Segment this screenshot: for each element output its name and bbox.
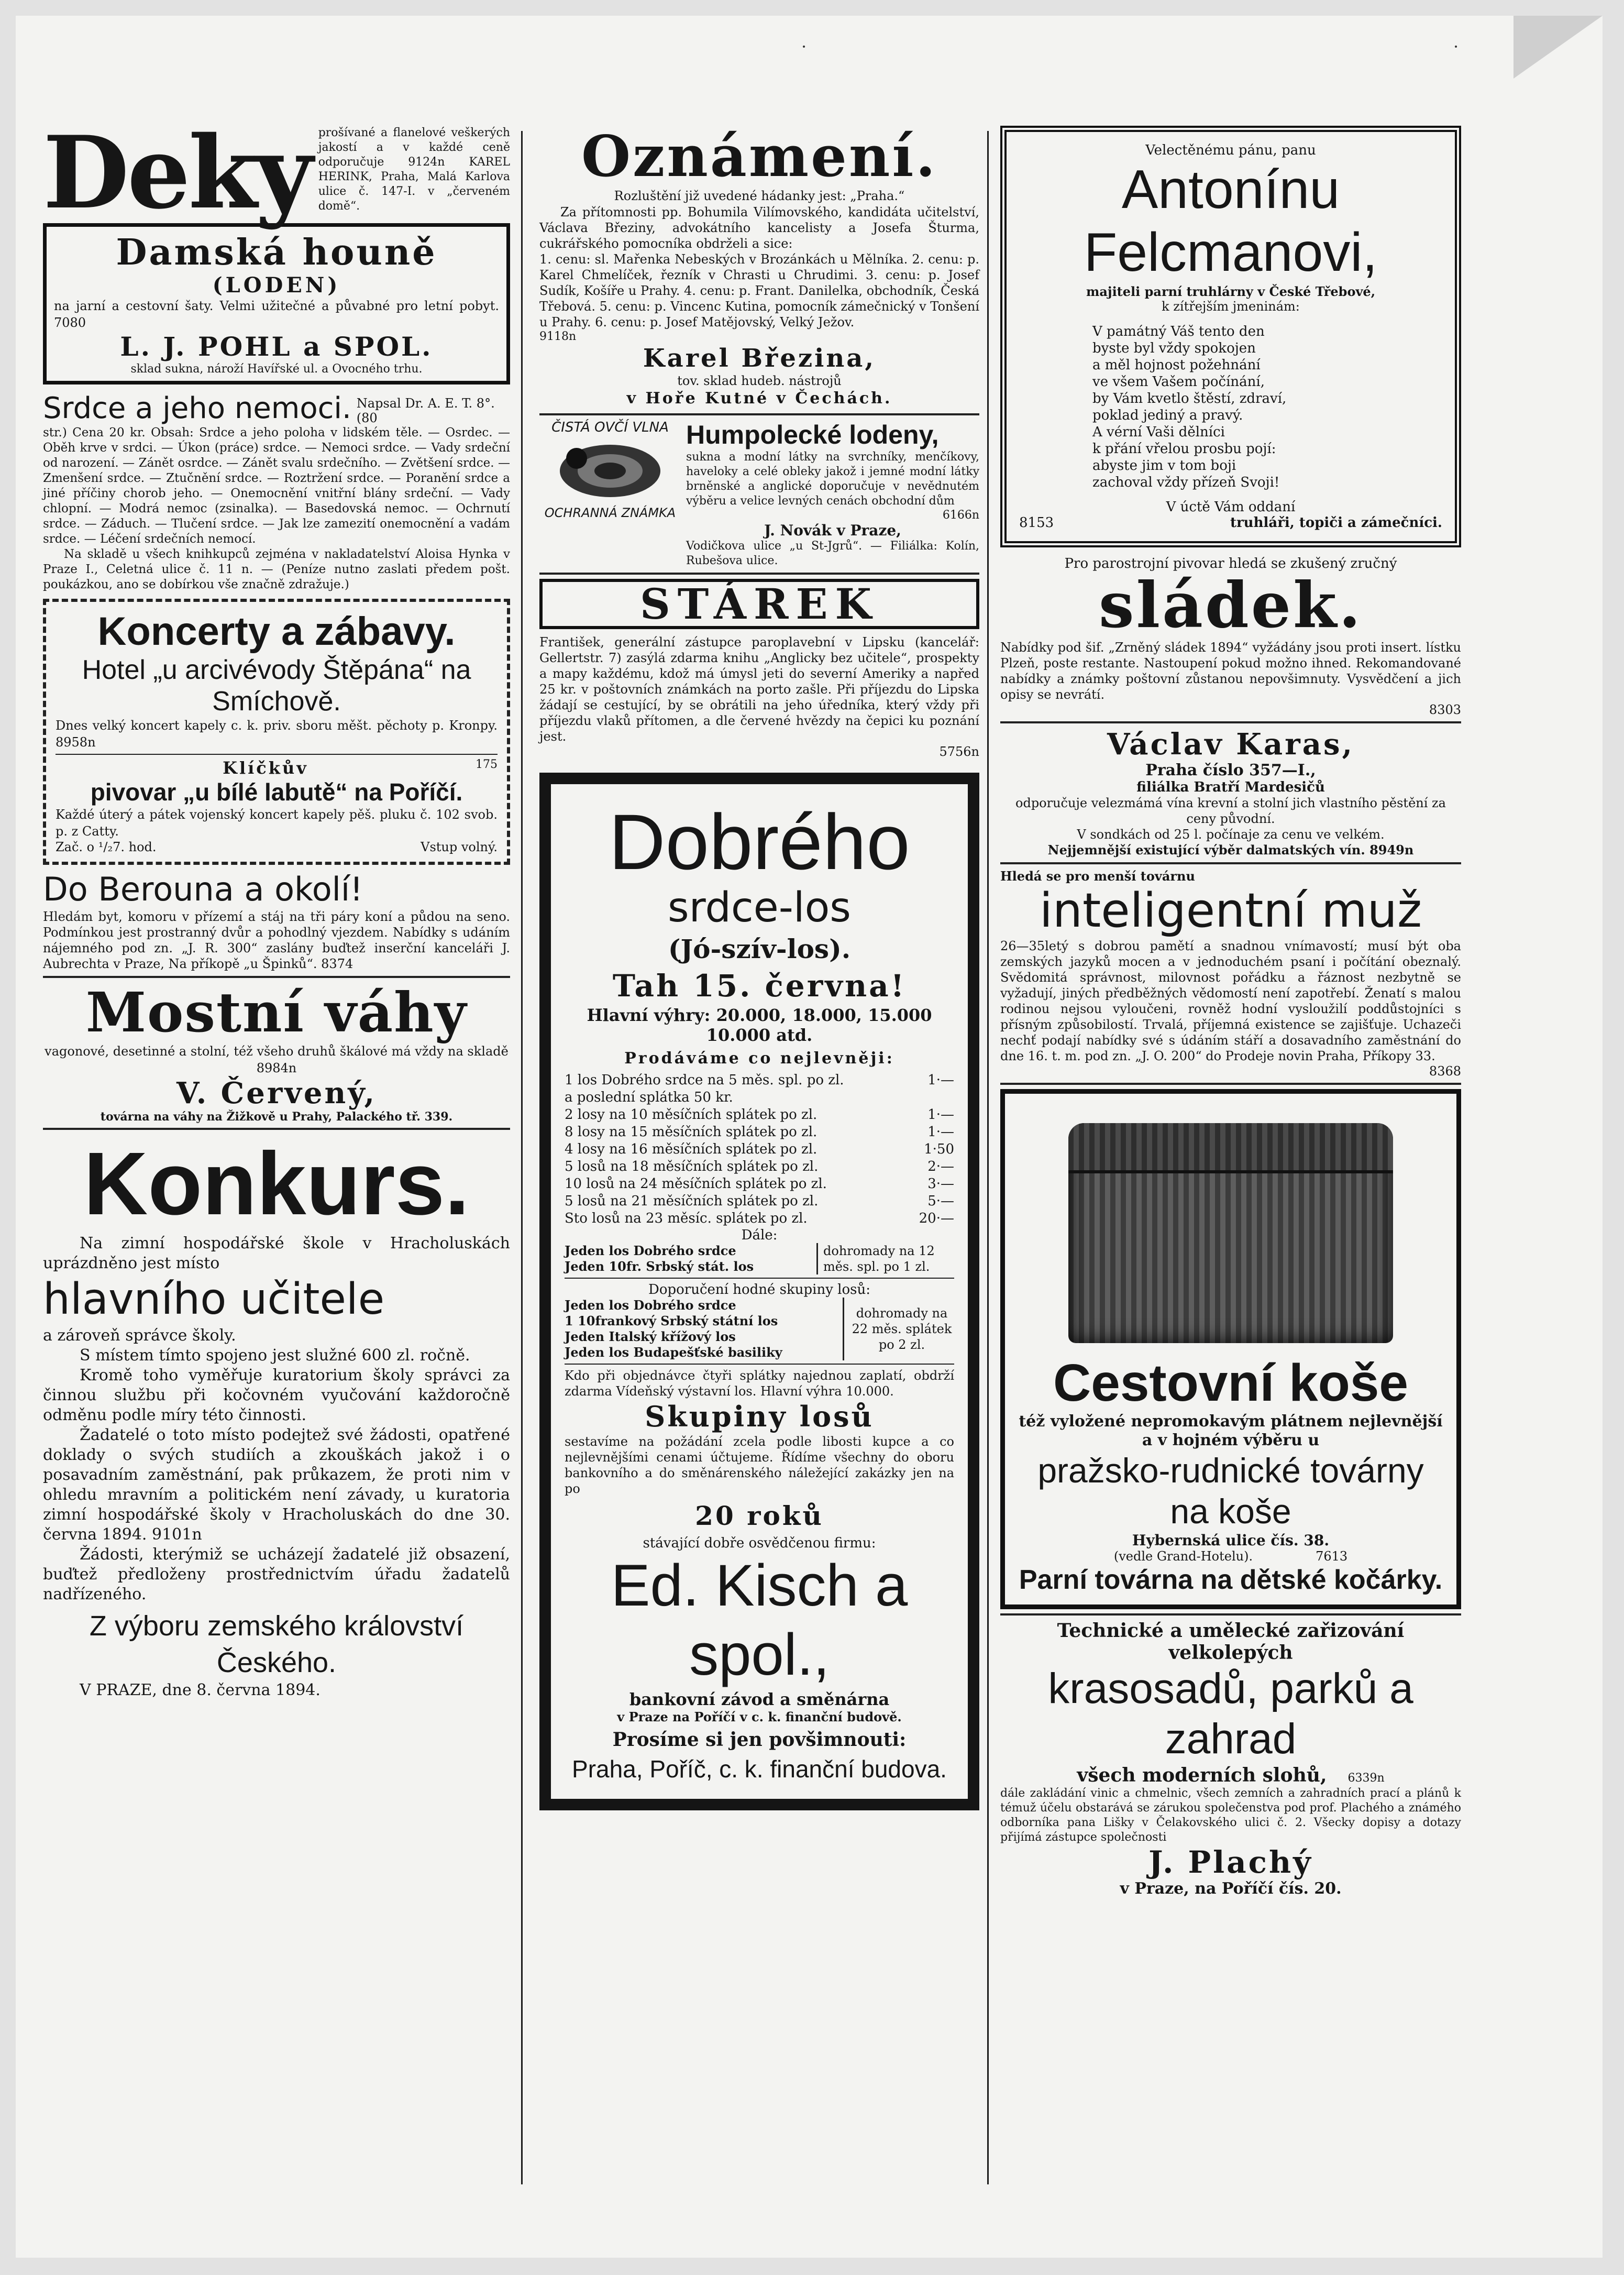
dob-addr: v Praze na Poříčí v c. k. finanční budově. bbox=[617, 1709, 902, 1724]
dob-skupiny: Skupiny losů bbox=[645, 1400, 874, 1433]
slad-intro: Pro parostrojní pivovar hledá se zkušený zručný bbox=[1064, 556, 1397, 572]
ad-koncerty bbox=[43, 599, 510, 865]
pivovar-entry: Vstup volný. bbox=[421, 840, 498, 854]
price-row-label: 5 losů na 21 měsíčních splátek po zl. bbox=[565, 1193, 819, 1209]
muz-title: inteligentní muž bbox=[1039, 883, 1422, 938]
tech-big: krasosadů, parků a zahrad bbox=[1048, 1665, 1413, 1763]
konkurs-big: hlavního učitele bbox=[43, 1274, 385, 1324]
price-row-value: 1·— bbox=[927, 1107, 954, 1123]
poem-line: byste byl vždy spokojen bbox=[1092, 340, 1256, 356]
price-row bbox=[565, 1158, 954, 1175]
pivovar-time: Zač. o ¹/₂7. hod. bbox=[56, 840, 157, 854]
price-row-label: a poslední splátka 50 kr. bbox=[565, 1090, 733, 1105]
slad-title: sládek. bbox=[1098, 568, 1363, 642]
dob-pair1b: Jeden 10fr. Srbský stát. los bbox=[565, 1259, 754, 1274]
muz-intro: Hledá se pro menší továrnu bbox=[1000, 869, 1195, 884]
dob-group-b: 1 10frankový Srbský státní los bbox=[565, 1313, 778, 1328]
dob-prosime: Prosíme si jen povšimnouti: bbox=[612, 1729, 907, 1751]
beroun-title: Do Berouna a okolí! bbox=[43, 870, 363, 908]
ad-felcman bbox=[1000, 126, 1461, 547]
ad-srdce bbox=[43, 392, 510, 592]
ozn-title: Oznámení. bbox=[581, 124, 938, 190]
dob-pair1c: dohromady na 12 měs. spl. po 1 zl. bbox=[823, 1244, 935, 1274]
price-row bbox=[565, 1124, 954, 1141]
mostni-title: Mostní váhy bbox=[85, 980, 468, 1045]
karas-fil: filiálka Bratří Mardesičů bbox=[1136, 779, 1325, 795]
kose-bottom: Parní továrna na dětské kočárky. bbox=[1019, 1565, 1443, 1595]
dob-bank: bankovní závod a směnárna bbox=[629, 1689, 890, 1709]
felc-top: Velectěnému pánu, panu bbox=[1145, 142, 1316, 158]
ozn-firm: Karel Březina, bbox=[643, 344, 876, 373]
felc-poem bbox=[1092, 323, 1442, 491]
beroun-text: Hledám byt, komoru v přízemí a stáj na tři páry koní a půdou na seno. Podmínkou jest prostranný dvůr a pohodlný vjezdem. Nabídky s udáním nájemného pod zn. „J. R. 300“ zaslány buďtež inserční kanceláři J. Aubrechta v Praze, Na příkopě „u Špinků“. 8374 bbox=[43, 909, 510, 971]
column-rule bbox=[521, 131, 523, 2184]
kose-addr2: (vedle Grand-Hotelu). bbox=[1113, 1549, 1253, 1564]
print-mark: · bbox=[1453, 37, 1459, 57]
price-row-value: 1·— bbox=[927, 1072, 954, 1088]
poem-line: A vérní Vaši dělníci bbox=[1092, 424, 1225, 440]
mostni-text: vagonové, desetinné a stolní, též všeho druhů škálové má vždy na skladě 8984n bbox=[45, 1044, 509, 1075]
ozn-num: 9118n bbox=[539, 330, 577, 343]
hump-num: 6166n bbox=[942, 509, 979, 522]
ozn-p2: Za přítomnosti pp. Bohumila Vilímovského, kandidáta učitelství, Václava Březiny, advokátního kancelisty a Josefa Šturma, cukrářského pomocníka obdrželi a sice: bbox=[539, 205, 979, 251]
dob-20: 20 roků bbox=[695, 1500, 824, 1531]
dob-kdo: Kdo při objednávce čtyři splátky najednou zaplatí, obdrží zdarma Vídeňský výstavní los. Hlavní výhra 10.000. bbox=[565, 1368, 954, 1399]
kose-num: 7613 bbox=[1316, 1549, 1348, 1564]
tech-num: 6339n bbox=[1347, 1772, 1385, 1785]
ad-technicke bbox=[1000, 1620, 1461, 1898]
starek-num: 5756n bbox=[939, 744, 979, 759]
muz-text: 26—35letý s dobrou pamětí a snadnou vnímavostí; musí být oba zemských jazyků mocen a v jednoduchém psaní i počítání obeznalý. Svědomitá správnost, milovnost pořádku a řáznost nezbytně se vyžadují, jiných předběžných vědomostí není zapotřebí. Ženatí s malou rodinou nejsou vyloučeni, rovněž hodní vysloužilí poddůstojníci s přísným způsobilostí. Trvalá, příjemná existence se zajišťuje. Uchazeči nechť podají nabídky své s údáním stáří a dosavadního zaměstnání do dne 16. t. m. pod zn. „J. O. 200“ do Prodeje novin Praha, Příkopy 33. bbox=[1000, 939, 1461, 1063]
ad-konkurs bbox=[43, 1134, 510, 1699]
sheep-icon bbox=[553, 435, 668, 503]
hotel-title: Hotel „u arcivévody Štěpána“ na Smíchově. bbox=[82, 655, 471, 717]
price-row-value: 2·— bbox=[927, 1159, 954, 1174]
mostni-addr: továrna na váhy na Žižkově u Prahy, Palackého tř. 339. bbox=[100, 1110, 453, 1124]
dob-group-c: Jeden Italský křížový los bbox=[565, 1329, 736, 1344]
tech-addr: v Praze, na Poříčí čís. 20. bbox=[1120, 1880, 1342, 1898]
price-row bbox=[565, 1089, 954, 1106]
dob-sub2: (Jó-szív-los). bbox=[668, 933, 851, 964]
felc-desc: majiteli parní truhlárny v České Třebové, bbox=[1086, 284, 1376, 299]
damska-addr: sklad sukna, nároží Havířské ul. a Ovocného trhu. bbox=[130, 362, 423, 376]
vlna-bottom: OCHRANNÁ ZNÁMKA bbox=[544, 505, 676, 520]
damska-title: Damská houně bbox=[116, 232, 437, 273]
basket-icon bbox=[1068, 1123, 1393, 1343]
dob-doporuceni: Doporučení hodné skupiny losů: bbox=[648, 1282, 870, 1298]
tech-firm: J. Plachý bbox=[1148, 1844, 1313, 1880]
poem-line: k přání vřelou prosbu pojí: bbox=[1092, 441, 1276, 457]
price-row-label: 8 losy na 15 měsíčních splátek po zl. bbox=[565, 1124, 817, 1140]
poem-line: a měl hojnost požehnání bbox=[1092, 357, 1261, 373]
deky-text: prošívané a flanelové veškerých jakostí a v každé ceně odporučuje 9124n KAREL HERINK, Praha, Malá Karlova ulice č. 147-I. v „červeném domě“. bbox=[318, 126, 510, 213]
tech-sub: všech moderních slohů, bbox=[1077, 1764, 1327, 1786]
ad-kose bbox=[1000, 1089, 1461, 1609]
price-row-label: 4 losy na 16 měsíčních splátek po zl. bbox=[565, 1141, 817, 1157]
ad-beroun bbox=[43, 870, 510, 972]
damska-sub: (LODEN) bbox=[212, 273, 341, 298]
folded-corner bbox=[1513, 16, 1603, 79]
column-2 bbox=[539, 126, 979, 1810]
dob-group-r: dohromady na 22 měs. splátek po 2 zl. bbox=[852, 1306, 952, 1352]
ad-humpolec bbox=[539, 420, 979, 568]
srdce-text2: Na skladě u všech knihkupců zejména v nakladatelství Aloisa Hynka v Praze I., Celetná ulice č. 11 n. — (Peníze nutno zaslati předem pošt. poukázkou, ano se dobírkou vše značně zdražuje.) bbox=[43, 547, 510, 591]
ad-starek bbox=[539, 579, 979, 759]
ozn-p3: 1. cenu: sl. Mařenka Nebeských v Brozánkách u Mělníka. 2. cenu: p. Karel Chmelíček, řezník v Chrasti u Chrudimi. 3. cenu: p. Josef Sudík, Košíře u Prahy. 4. cenu: p. Frant. Danilelka, obchodník, Česká Třebová. 5. cenu: p. Vincenc Kutina, pomocník zámečnický v Tonšení u Prahy. 6. cenu: p. Josef Matějovský, Velký Ježov. bbox=[539, 252, 979, 329]
konkurs-title: Konkurs. bbox=[83, 1134, 470, 1234]
price-row-value: 3·— bbox=[927, 1176, 954, 1192]
konkurs-p1: Na zimní hospodářské škole v Hracholuskách uprázdněno jest místo bbox=[43, 1234, 510, 1272]
tech-title: Technické a umělecké zařizování velkolepých bbox=[1057, 1620, 1405, 1664]
konkurs-p6: Žádosti, kterýmiž se ucházejí žadatelé již obsazení, buďtež předloženy prostřednictvím úřadu žadatelů nadřízeného. bbox=[43, 1545, 510, 1603]
dob-skupiny-text: sestavíme na požádání zcela podle libosti kupce a co nejlevnějšími cenami účtujeme. Řídíme všechny do oboru bankovního a do směnárenského náležející zakázky jen na po bbox=[565, 1434, 954, 1496]
srdce-text: str.) Cena 20 kr. Obsah: Srdce a jeho poloha v lidském těle. — Osrdec. — Oběh krve v srdci. — Úkon (práce) srdce. — Nemoci srdce. — Vady srdeční od narození. — Zánět osrdce. — Zánět svalu srdečního. — Zvětšení srdce. — Zmenšení srdce. — Ztučnění srdce. — Roztržení srdce. — Poranění srdce a jiné příčiny chorob jeho. — Onemocnění vnitřní blány srdeční. — Vady chlopní. — Modrá nemoc (zsinalka). — Basedovská nemoc. — Ochrnutí srdce. — Záduch. — Tlučení srdce. — Jak lze zamezití onemocnění a vadám srdce. — Léčení srdečních nemocí. bbox=[43, 426, 510, 546]
poem-line: ve všem Vašem počínání, bbox=[1092, 374, 1265, 390]
dob-firm: Ed. Kisch a spol., bbox=[611, 1553, 908, 1687]
tech-text: dále zakládání vinic a chmelnic, všech zemních a zahradních prací a plánů k témuž účelu obstarává se zárukou společenstva pod prof. Plachého a známého odborníka pana Lišky v Čelakovského ulici č. 2. Všecky dopisy a dotazy přijímá zástupce společnosti bbox=[1000, 1787, 1461, 1844]
kose-text: též vyložené nepromokavým plátnem nejlevnější a v hojném výběru u bbox=[1019, 1412, 1443, 1449]
hotel-text: Dnes velký koncert kapely c. k. priv. sboru měšt. pěchoty p. Kronpy. 8958n bbox=[56, 718, 498, 750]
starek-title: STÁREK bbox=[539, 579, 979, 629]
pivovar-title: pivovar „u bílé labutě“ na Poříčí. bbox=[90, 778, 463, 806]
felc-sign: V úctě Vám oddaní bbox=[1166, 499, 1296, 515]
ozn-p1: Rozluštění již uvedené hádanky jest: „Praha.“ bbox=[614, 189, 905, 203]
price-row bbox=[565, 1210, 954, 1227]
deky-title: Deky bbox=[43, 114, 311, 231]
dob-dale: Dále: bbox=[741, 1227, 778, 1243]
srdce-author: Napsal Dr. A. E. T. 8°. (80 bbox=[356, 396, 495, 425]
karas-text: odporučuje velezmámá vína krevní a stolní jich vlastního pěstění za ceny původní. bbox=[1015, 796, 1446, 826]
felc-num: 8153 bbox=[1019, 515, 1054, 531]
ad-oznameni bbox=[539, 126, 979, 409]
karas-text3: Nejjemnější existující výběr dalmatských vín. 8949n bbox=[1047, 842, 1414, 858]
column-1 bbox=[43, 114, 510, 1699]
konkurs-p4: Kromě toho vyměřuje kuratorium školy správci za činnou službu při kočovném vyučování každoročně odměnu podle míry této činnosti. bbox=[43, 1366, 510, 1424]
slad-num: 8303 bbox=[1429, 702, 1461, 717]
ozn-firm-desc: tov. sklad hudeb. nástrojů bbox=[677, 373, 842, 388]
klickuv-num: 175 bbox=[476, 758, 498, 771]
kose-addr: Hybernská ulice čís. 38. bbox=[1132, 1532, 1330, 1549]
ad-dobreho bbox=[539, 773, 979, 1810]
hump-title: Humpolecké lodeny, bbox=[686, 420, 939, 449]
ozn-place: v Hoře Kutné v Čechách. bbox=[626, 389, 892, 408]
dob-sub: srdce-los bbox=[668, 884, 851, 931]
damska-firm: L. J. POHL a SPOL. bbox=[120, 331, 433, 362]
price-row-label: Sto losů na 23 měsíc. splátek po zl. bbox=[565, 1211, 808, 1226]
newspaper-page bbox=[16, 16, 1603, 2258]
lottery-price-table bbox=[565, 1072, 954, 1227]
price-row-label: 1 los Dobrého srdce na 5 měs. spl. po zl. bbox=[565, 1072, 844, 1088]
price-row bbox=[565, 1193, 954, 1210]
pivovar-text: Každé úterý a pátek vojenský koncert kapely pěš. pluku č. 102 svob. p. z Catty. bbox=[56, 807, 498, 839]
ad-deky bbox=[43, 114, 510, 231]
kose-firm: pražsko-rudnické továrny na koše bbox=[1037, 1451, 1424, 1531]
dob-addr2: Praha, Poříč, c. k. finanční budova. bbox=[572, 1755, 947, 1783]
hump-text: sukna a modní látky na svrchníky, menčíkovy, haveloky a celé obleky jakož i jemné modní látky brněnské a anglické doporučuje v nevědnutém výběru a velice levných cenách obchodní dům bbox=[686, 450, 979, 508]
klickuv: Klíčkův bbox=[223, 758, 308, 778]
poem-line: zachoval vždy přízeň Svoji! bbox=[1092, 475, 1280, 490]
ad-damska bbox=[43, 223, 510, 384]
konkurs-p3: S místem tímto spojeno jest služné 600 zl. ročně. bbox=[80, 1346, 470, 1365]
mostni-firm: V. Červený, bbox=[176, 1076, 377, 1111]
poem-line: abyste jim v tom boji bbox=[1092, 458, 1236, 474]
poem-line: V památný Váš tento den bbox=[1092, 324, 1265, 339]
felc-name: Antonínu Felcmanovi, bbox=[1084, 159, 1378, 283]
slad-text: Nabídky pod šif. „Zrněný sládek 1894“ vyžádány jsou proti insert. lístku Plzeň, poste restante. Nastoupení pokud možno ihned. Rekomandované nabídky a známky poštovní zůstanou nepovšimnuty. Vysvědčení a jich opisy se nevrátí. bbox=[1000, 640, 1461, 702]
dob-group-a: Jeden los Dobrého srdce bbox=[565, 1298, 736, 1313]
print-mark: · bbox=[801, 37, 807, 57]
ad-mostni bbox=[43, 982, 510, 1124]
price-row bbox=[565, 1141, 954, 1158]
dob-tah: Tah 15. června! bbox=[612, 968, 907, 1004]
price-row-label: 10 losů na 24 měsíčních splátek po zl. bbox=[565, 1176, 827, 1192]
poem-line: by Vám kvetlo štěstí, zdraví, bbox=[1092, 391, 1287, 406]
felc-sign2: truhláři, topiči a zámečníci. bbox=[1230, 515, 1442, 531]
dob-stavajici: stávající dobře osvědčenou firmu: bbox=[643, 1535, 876, 1551]
dob-prodavame: Prodáváme co nejlevněji: bbox=[624, 1049, 894, 1068]
karas-text2: V sondkách od 25 l. počínaje za cenu ve velkém. bbox=[1077, 827, 1385, 842]
trademark bbox=[539, 420, 681, 568]
konkurs-sign: Z výboru zemského království Českého. bbox=[89, 1610, 464, 1678]
karas-title: Václav Karas, bbox=[1107, 727, 1355, 762]
ad-muz bbox=[1000, 869, 1461, 1079]
hump-addr: Vodičkova ulice „u St-Jgrů“. — Filiálka: Kolín, Rubešova ulice. bbox=[686, 540, 979, 567]
price-row bbox=[565, 1072, 954, 1089]
muz-num: 8368 bbox=[1429, 1064, 1461, 1079]
price-row bbox=[565, 1106, 954, 1124]
dob-pair1a: Jeden los Dobrého srdce bbox=[565, 1243, 736, 1258]
ad-karas bbox=[1000, 728, 1461, 858]
price-row-label: 5 losů na 18 měsíčních splátek po zl. bbox=[565, 1159, 819, 1174]
hump-firm: J. Novák v Praze, bbox=[764, 522, 901, 539]
dob-vyhry: Hlavní výhry: 20.000, 18.000, 15.000 10.000 atd. bbox=[587, 1005, 932, 1045]
felc-occ: k zítřejším jmeninám: bbox=[1162, 299, 1300, 314]
price-row-value: 20·— bbox=[919, 1211, 954, 1226]
vlna-top: ČISTÁ OVČÍ VLNA bbox=[551, 420, 669, 435]
starek-text: František, generální zástupce paroplavební v Lipsku (kancelář: Gellertstr. 7) zasýlá zdarma knihu „Anglicky bez učitele“, prospekty a mapy každému, kdož má úmysl jeti do severní Ameriky a napřed 25 kr. v poštovních známkách na porto zašle. Při příjezdu do Lipska žádají se cestující, by se obrátili na jeho úředníka, který vždy při příjezdu vlaků přítomen, a dle červené hvězdy na čepici ku poznání jest. bbox=[539, 635, 979, 744]
damska-text: na jarní a cestovní šaty. Velmi užitečné a půvabné pro letní pobyt. 7080 bbox=[54, 299, 499, 330]
column-3 bbox=[1000, 126, 1461, 1898]
konkurs-p5: Žadatelé o toto místo podejtež své žádosti, opatřené doklady o svých studiích a zkouškách jakož i o posavadním zaměstnání, pak průkazem, že proti nim v ohledu mravním a politickém není závady, u kuratoria zimní hospodářské školy v Hracholuskách do dne 30. června 1894. 9101n bbox=[43, 1426, 510, 1544]
column-rule bbox=[987, 131, 989, 2184]
dob-group-d: Jeden los Budapešťské basiliky bbox=[565, 1345, 782, 1360]
ad-sladek bbox=[1000, 556, 1461, 717]
koncerty-title: Koncerty a zábavy. bbox=[97, 609, 456, 654]
price-row bbox=[565, 1175, 954, 1193]
konkurs-p2: a zároveň správce školy. bbox=[43, 1326, 236, 1345]
dob-title: Dobrého bbox=[609, 798, 910, 886]
srdce-title: Srdce a jeho nemoci. bbox=[43, 391, 351, 425]
kose-title: Cestovní koše bbox=[1053, 1354, 1409, 1412]
price-row-value: 5·— bbox=[927, 1193, 954, 1209]
karas-addr: Praha číslo 357—I., bbox=[1145, 761, 1316, 779]
konkurs-date: V PRAZE, dne 8. června 1894. bbox=[80, 1681, 321, 1699]
poem-line: poklad jediný a pravý. bbox=[1092, 408, 1243, 423]
price-row-label: 2 losy na 10 měsíčních splátek po zl. bbox=[565, 1107, 817, 1123]
price-row-value: 1·50 bbox=[924, 1141, 954, 1157]
price-row-value: 1·— bbox=[927, 1124, 954, 1140]
